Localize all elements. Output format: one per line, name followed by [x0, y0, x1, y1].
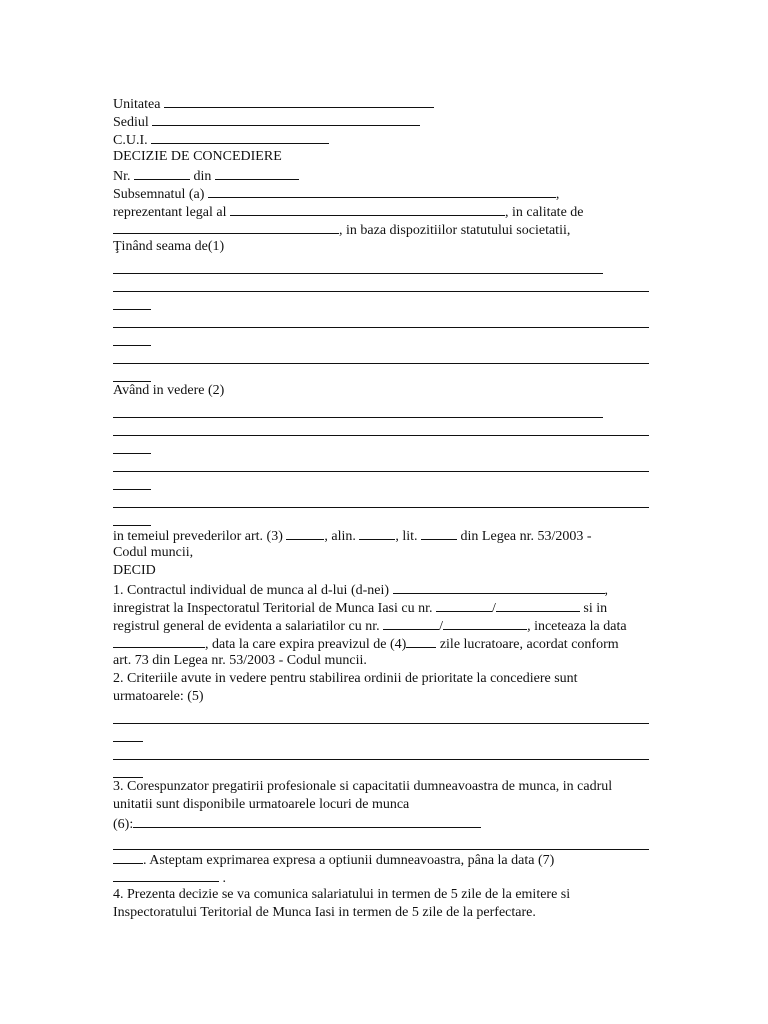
calitate-field[interactable] [113, 220, 339, 234]
nr-line [113, 166, 649, 184]
criterii-field-1[interactable] [113, 706, 649, 742]
p1-line-4 [113, 634, 649, 652]
document-body [113, 94, 649, 922]
p1-text-f: , data la care expira preavizul de (4) [205, 637, 407, 652]
reprezentant-field[interactable] [230, 202, 505, 216]
itm-nr-field-b[interactable] [496, 598, 580, 612]
registru-nr-field-b[interactable] [443, 616, 527, 630]
subsemnatul-field[interactable] [208, 184, 556, 198]
p3-text-d: . Asteptam exprimarea expresa a optiunii dumneavoastra, pâna la data (7) [143, 853, 555, 868]
calitate-line [113, 220, 649, 238]
p3-text-b: unitatii sunt disponibile urmatoarele locuri de munca [113, 797, 410, 812]
p2-text-b: urmatoarele: (5) [113, 689, 204, 704]
registru-nr-field-a[interactable] [383, 616, 439, 630]
optiune-date-field[interactable] [113, 868, 219, 882]
p3-text-c: (6): [113, 817, 134, 832]
p1-line-3: registrul general de evidenta a salariatilor cu nr. / , inceteaza la data [113, 616, 649, 634]
lit-label: , lit. [395, 529, 418, 544]
din-label: din [193, 169, 212, 184]
p3-line-c [113, 814, 649, 832]
p1-text-d: registrul general de evidenta a salariatilor cu nr. [113, 619, 380, 634]
p1-text-e: , inceteaza la data [527, 619, 627, 634]
tinand-field-3[interactable] [113, 310, 649, 346]
temeiul-line [113, 526, 649, 544]
lit-field[interactable] [421, 526, 457, 540]
p4-text-b: Inspectoratului Teritorial de Munca Iasi in termen de 5 zile de la perfectare. [113, 905, 536, 920]
p3-text-a: 3. Corespunzator pregatirii profesionale si capacitatii dumneavoastra de munca, in cadrul [113, 779, 613, 794]
nr-field[interactable] [134, 166, 190, 180]
itm-nr-field-a[interactable] [436, 598, 492, 612]
preaviz-field[interactable] [406, 634, 436, 648]
tinand-field-4[interactable] [113, 346, 649, 382]
unitatea-line [113, 94, 649, 112]
p1-text-g: zile lucratoare, acordat conform [439, 637, 619, 652]
art-field[interactable] [286, 526, 324, 540]
locuri-munca-field-2[interactable] [113, 832, 649, 850]
subsemnatul-label: Subsemnatul (a) [113, 187, 205, 202]
cui-label: C.U.I. [113, 133, 148, 148]
sediul-field[interactable] [152, 112, 420, 126]
p1-text-a: 1. Contractul individual de munca al d-lui (d-nei) [113, 583, 390, 598]
p1-line-1: 1. Contractul individual de munca al d-lui (d-nei) , [113, 580, 649, 598]
sediul-line [113, 112, 649, 130]
cui-field[interactable] [151, 130, 329, 144]
p1-text-c: si in [583, 601, 608, 616]
cui-line [113, 130, 649, 148]
p4-text-a: 4. Prezenta decizie se va comunica salariatului in termen de 5 zile de la emitere si [113, 887, 571, 902]
alin-field[interactable] [359, 526, 395, 540]
reprezentant-line [113, 202, 649, 220]
lege-label: din Legea nr. 53/2003 - [460, 529, 592, 544]
unitatea-field[interactable] [164, 94, 434, 108]
tinand-field-2[interactable] [113, 274, 649, 310]
p1-text-b: inregistrat la Inspectoratul Teritorial de Munca Iasi cu nr. [113, 601, 433, 616]
in-calitate-label: , in calitate de [504, 205, 584, 220]
baza-label: , in baza dispozitiilor statutului societatii, [339, 223, 571, 238]
decid-label: DECID [113, 563, 156, 578]
criterii-field-2[interactable] [113, 742, 649, 778]
avand-field-3[interactable] [113, 454, 649, 490]
avand-field-1[interactable] [113, 400, 649, 418]
alin-label: , alin. [324, 529, 356, 544]
employee-name-field[interactable] [393, 580, 605, 594]
p2-text-a: 2. Criteriile avute in vedere pentru stabilirea ordinii de prioritate la concediere sunt [113, 671, 578, 686]
p1-text-h: art. 73 din Legea nr. 53/2003 - Codul muncii. [113, 653, 367, 668]
optiune-date-line: . [113, 868, 649, 886]
date-field[interactable] [215, 166, 299, 180]
p3-line-d [113, 850, 649, 868]
temeiul-label: in temeiul prevederilor art. (3) [113, 529, 283, 544]
document-title: DECIZIE DE CONCEDIERE [113, 149, 282, 164]
p1-line-2: inregistrat la Inspectoratul Teritorial de Munca Iasi cu nr. / si in [113, 598, 649, 616]
subsemnatul-line: Subsemnatul (a) , [113, 184, 649, 202]
tinand-field-1[interactable] [113, 256, 649, 274]
data-incetare-field[interactable] [113, 634, 205, 648]
nr-label: Nr. [113, 169, 131, 184]
locuri-munca-field[interactable] [133, 814, 481, 828]
tinand-label: Ţinând seama de(1) [113, 239, 225, 254]
locuri-munca-field-3[interactable] [113, 850, 143, 864]
unitatea-label: Unitatea [113, 97, 161, 112]
sediul-label: Sediul [113, 115, 149, 130]
avand-label: Având in vedere (2) [113, 383, 225, 398]
avand-field-2[interactable] [113, 418, 649, 454]
avand-field-4[interactable] [113, 490, 649, 526]
reprezentant-label: reprezentant legal al [113, 205, 227, 220]
codul-label: Codul muncii, [113, 545, 194, 560]
